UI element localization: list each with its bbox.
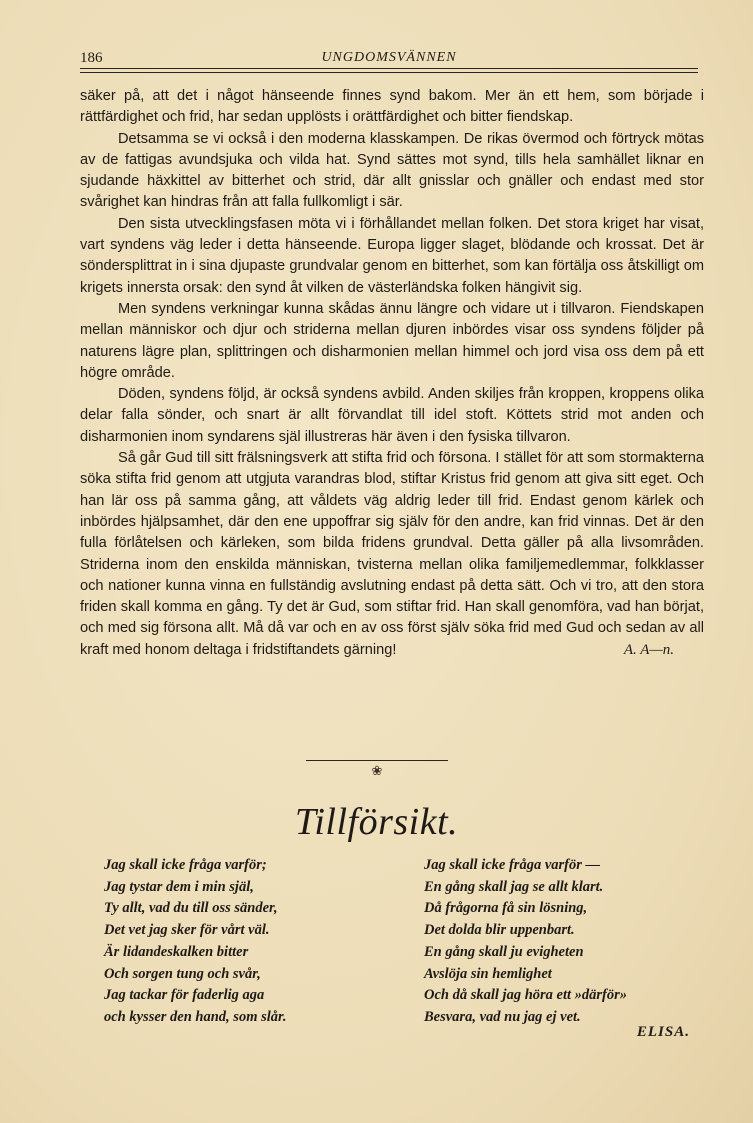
poem-line: Ty allt, vad du till oss sänder, bbox=[104, 900, 278, 917]
poem-line: Avslöja sin hemlighet bbox=[424, 965, 552, 982]
article-paragraph: Döden, syndens följd, är också syndens avbild. Anden skiljes från kroppen, kroppens olika delar falla sönder, och snart är allt förvandlat till idel stoft. Köttets strid mot anden och disharmonien inom syndarens själ illustreras här även i den fysiska tillvaron. bbox=[80, 386, 704, 445]
header-rule bbox=[80, 68, 698, 73]
poem-line: Besvara, vad nu jag ej vet. bbox=[424, 1008, 581, 1025]
poem-line: Är lidandeskalken bitter bbox=[104, 943, 249, 960]
article-paragraph: Men syndens verkningar kunna skådas ännu längre och vidare ut i tillvaron. Fiendskapen mellan människor och djur och striderna mellan djuren inbördes visar oss syndens följder på naturens lägre plan, splittringen och disharmonien mellan himmel och jord visa oss dem på ett högre område. bbox=[80, 300, 704, 381]
article-paragraph: Detsamma se vi också i den moderna klasskampen. De rikas övermod och förtryck mötas av de fattigas avundsjuka och vilda hat. Synd sättes mot synd, tills hela samhället liknar en sjudande häxkittel av bitterhet och strid, där allt gnisslar och gnäller och endast med stor svårighet kan hindras från att falla fullkomligt i sär. bbox=[80, 130, 704, 211]
page-number: 186 bbox=[80, 50, 103, 66]
poem-left-stanza bbox=[104, 855, 384, 1029]
poem-line: Då frågorna få sin lösning, bbox=[424, 900, 588, 917]
poem-line: En gång skall jag se allt klart. bbox=[424, 878, 604, 895]
poem-line: Jag tystar dem i min själ, bbox=[104, 878, 254, 895]
article-paragraph bbox=[80, 448, 704, 661]
poem-line: Och då skall jag höra ett »därför» bbox=[424, 987, 628, 1004]
poem-line: En gång skall ju evigheten bbox=[424, 943, 584, 960]
article-body bbox=[80, 86, 704, 661]
article-paragraph: Den sista utvecklingsfasen möta vi i förhållandet mellan folken. Det stora kriget har visat, vart syndens väg leder i detta hänseende. Europa ligger slaget, blödande och krossat. Det är söndersplittrat in i sina djupaste grundvalar genom en bitterhet, som kan förtälja oss åtskilligt om krigets innersta orsak: den synd åt vilken de västerländska folken hängivit sig. bbox=[80, 215, 704, 296]
poem-line: Jag tackar för faderlig aga bbox=[104, 987, 265, 1004]
article-paragraph: säker på, att det i något hänseende finnes synd bakom. Mer än ett hem, som började i rättfärdighet och frid, har sedan upplösts i orättfärdighet och bitter fiendskap. bbox=[80, 88, 704, 126]
flower-ornament-icon: ❀ bbox=[371, 764, 383, 779]
poem-line: Jag skall icke fråga varför; bbox=[104, 857, 267, 873]
article-paragraph-text: Så går Gud till sitt frälsningsverk att stifta frid och försona. I stället för att som stormakterna söka stifta frid genom att utgjuta varandras blod, stiftar Kristus frid genom att giva sitt eget. Och han lär oss på samma gång, att våldets väg aldrig leder till frid. Endast genom kärlek och inbördes hjälpsamhet, där den ene uppoffrar sig själv för den andre, kan frid vinnas. Det är den fulla förlåtelsen och kärleken, som bilda fridens grundval. Detta gäller på alla livsområden. Striderna inom den enskilda människan, tvisterna mellan olika familjemedlemmar, folkklasser och nationer kunna vinna en fullständig avslutning endast på detta sätt. Och vi tro, att den stora friden skall komma en gång. Ty det är Gud, som stiftar frid. Han skall genomföra, vad han börjat, och med sig försona allt. Må då var och en av oss först själv söka frid med Gud och sedan av all kraft med honom deltaga i fridstiftandets gärning! bbox=[80, 450, 704, 658]
article-signature: A. A—n. bbox=[623, 641, 674, 658]
poem-line: och kysser den hand, som slår. bbox=[104, 1008, 287, 1025]
poem-title: Tillförsikt. bbox=[294, 801, 459, 843]
poem-right-stanza bbox=[424, 855, 704, 1029]
poem-line: Det vet jag sker för vårt väl. bbox=[104, 922, 270, 939]
page-header bbox=[80, 50, 698, 70]
running-title: UNGDOMSVÄNNEN bbox=[321, 50, 457, 65]
poem-line: Jag skall icke fråga varför — bbox=[424, 857, 600, 873]
poem-signature: ELISA. bbox=[636, 1024, 690, 1040]
poem-line: Det dolda blir uppenbart. bbox=[424, 922, 575, 939]
poem-line: Och sorgen tung och svår, bbox=[104, 965, 261, 982]
section-divider bbox=[306, 760, 448, 761]
